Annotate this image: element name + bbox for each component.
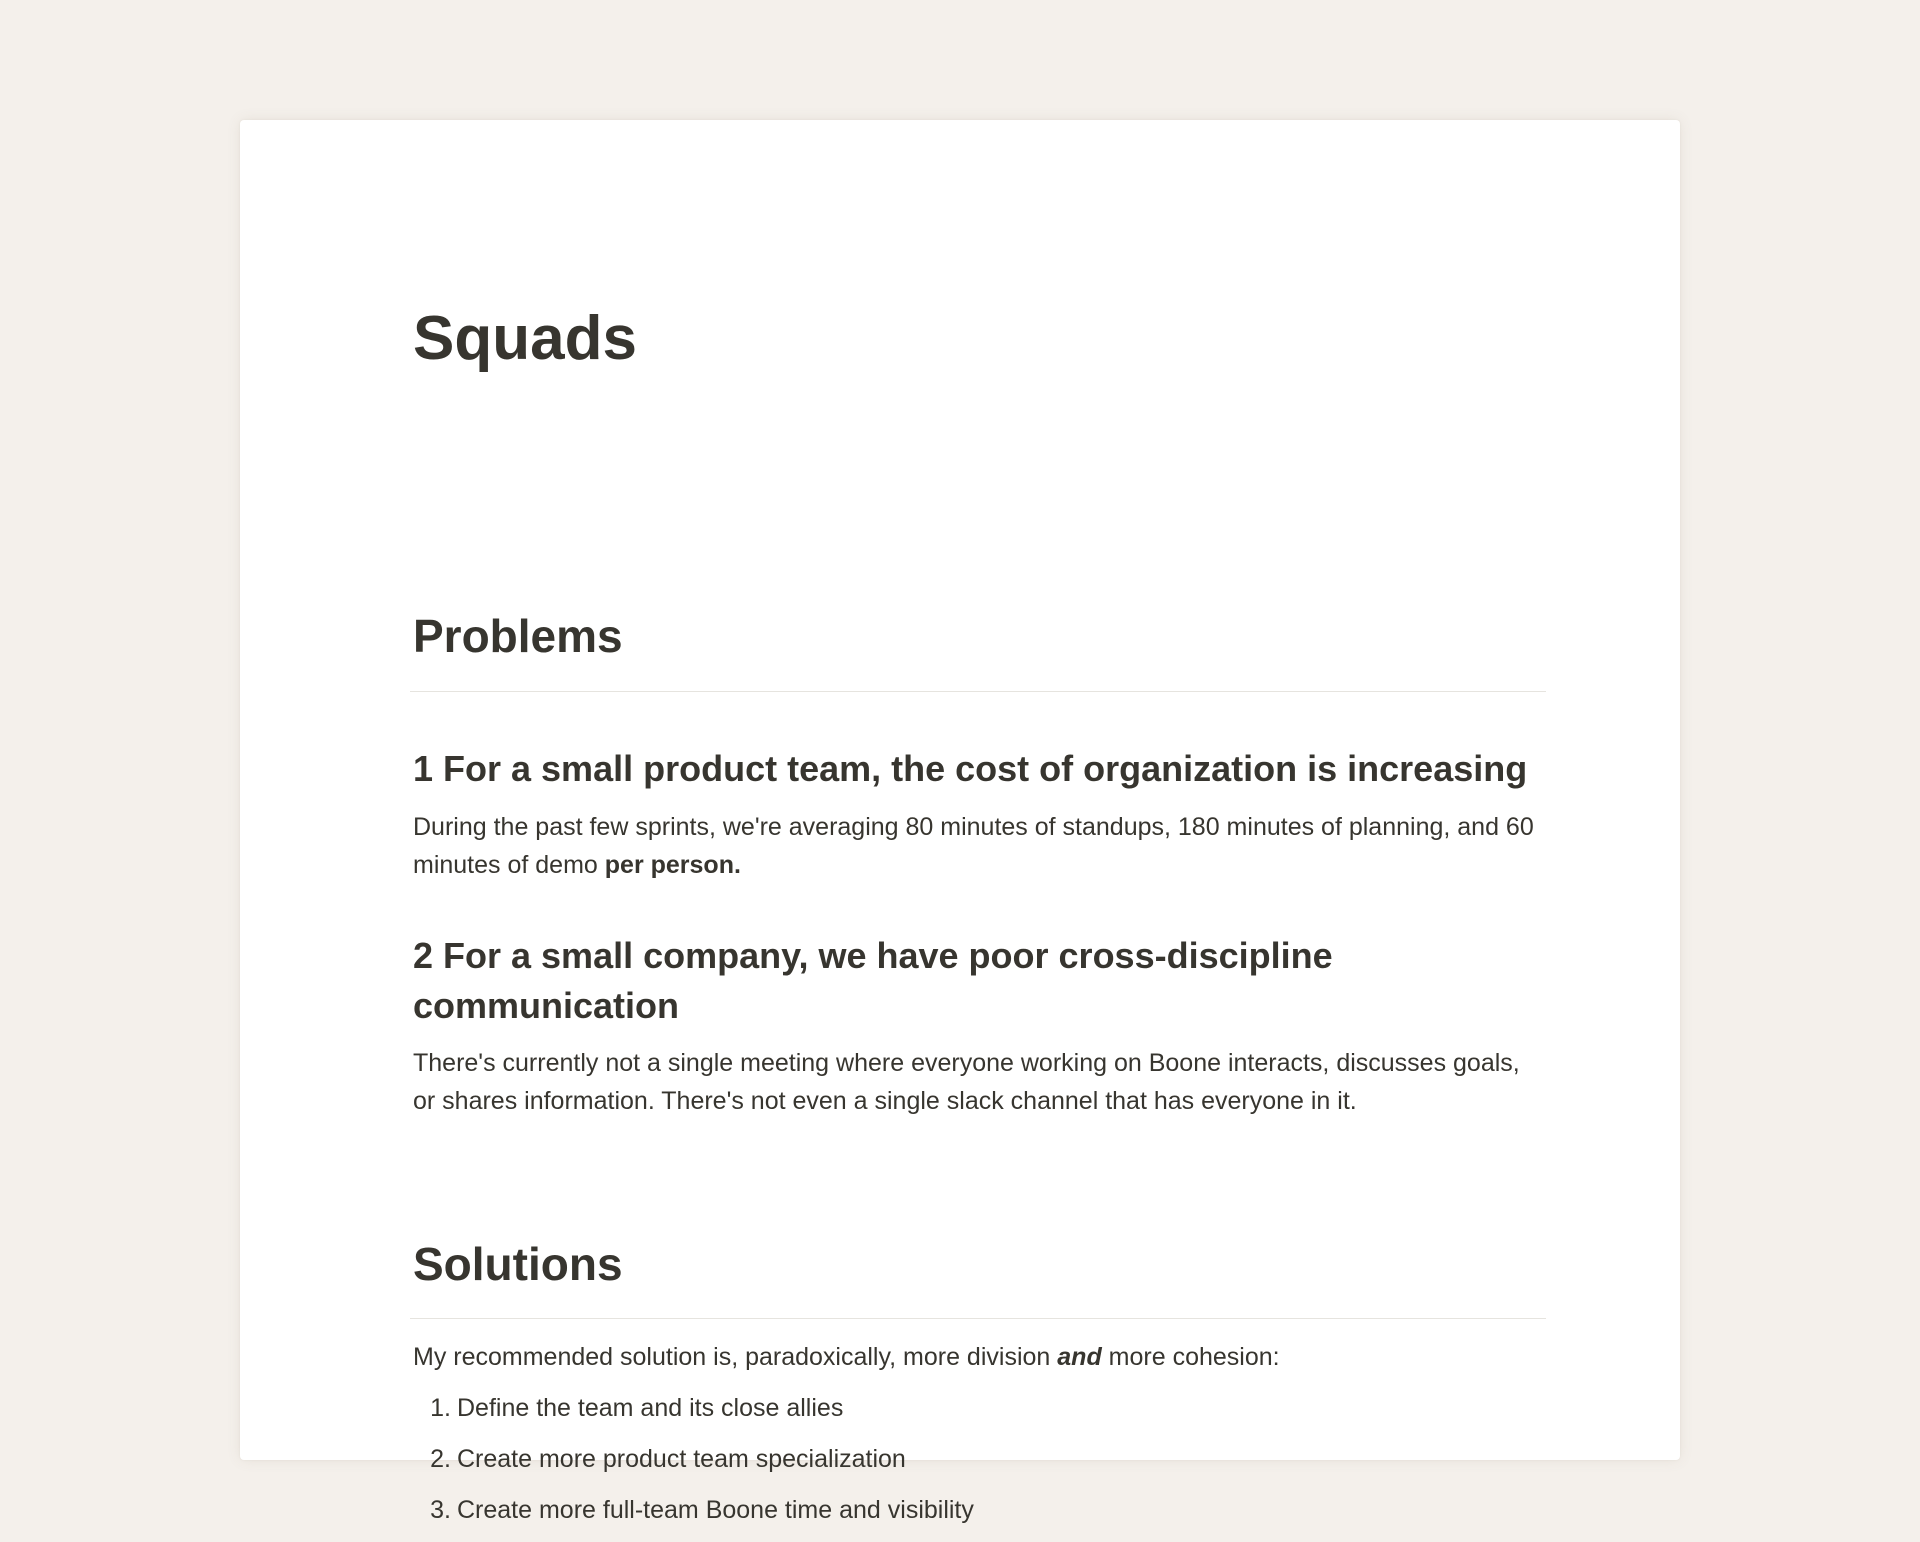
problem-1-text bbox=[413, 808, 1547, 884]
solutions-intro bbox=[413, 1338, 1547, 1376]
problem-1-text-bold: per person. bbox=[604, 851, 741, 879]
problems-divider bbox=[410, 691, 1546, 692]
page-title: Squads bbox=[413, 304, 637, 373]
problem-2-heading bbox=[413, 931, 1333, 1031]
solutions-divider bbox=[410, 1318, 1546, 1319]
problem-1-heading: 1 For a small product team, the cost of organization is increasing bbox=[413, 748, 1528, 789]
list-item bbox=[413, 1491, 1547, 1542]
solutions-heading: Solutions bbox=[413, 1238, 623, 1290]
problem-2-text: There's currently not a single meeting where everyone working on Boone interacts, discusses goals, or shares information. There's not even a single slack channel that has everyone in it. bbox=[413, 1049, 1520, 1115]
list-item bbox=[413, 1389, 1547, 1440]
list-item-number: 2. bbox=[430, 1445, 451, 1473]
problem-1-text-body: During the past few sprints, we're averaging 80 minutes of standups, 180 minutes of planning, and 60 minutes of demo bbox=[413, 813, 1534, 879]
solutions-intro-after: more cohesion: bbox=[1101, 1343, 1280, 1371]
solutions-intro-emphasis: and bbox=[1057, 1343, 1102, 1371]
list-item-text: Create more full-team Boone time and visibility bbox=[457, 1496, 974, 1524]
list-item-number: 3. bbox=[430, 1496, 451, 1524]
list-item-text: Define the team and its close allies bbox=[457, 1394, 844, 1422]
solutions-intro-before: My recommended solution is, paradoxically, more division bbox=[413, 1343, 1058, 1371]
list-item bbox=[413, 1440, 1547, 1491]
solutions-list bbox=[413, 1389, 1547, 1542]
problem-2-heading-line1: 2 For a small company, we have poor cross-discipline bbox=[413, 935, 1333, 976]
problems-heading: Problems bbox=[413, 610, 623, 662]
problem-2-heading-line2: communication bbox=[413, 985, 680, 1026]
document-page bbox=[240, 120, 1680, 1524]
list-item-number: 1. bbox=[430, 1394, 451, 1422]
list-item-text: Create more product team specialization bbox=[457, 1445, 906, 1473]
